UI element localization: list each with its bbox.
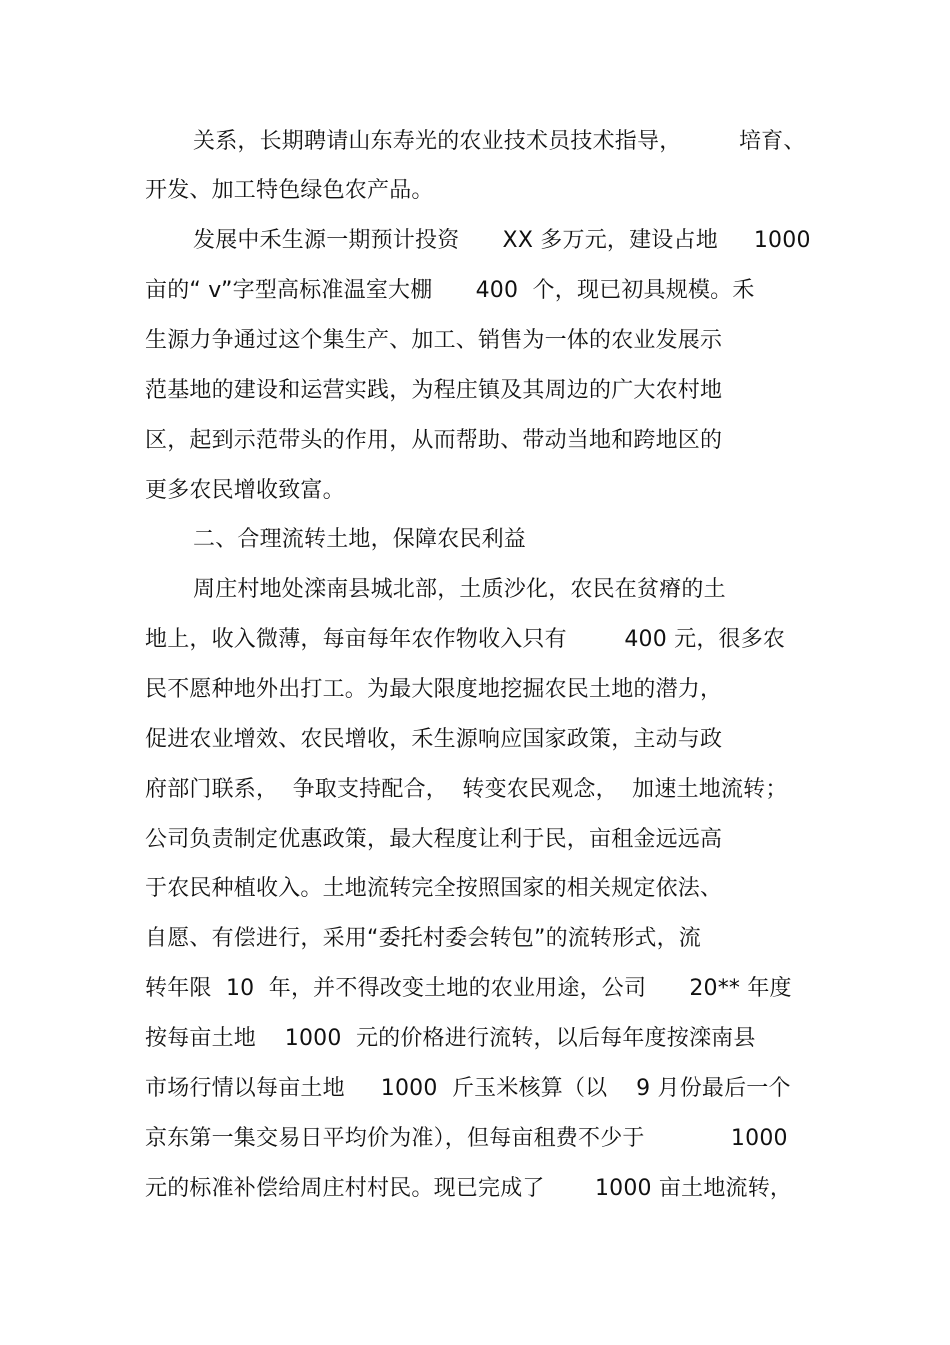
paragraph-line: 公司负责制定优惠政策，最大程度让利于民，亩租金远远高 [145, 827, 723, 852]
paragraph-line: 促进农业增效、农民增收，禾生源响应国家政策，主动与政 [145, 727, 723, 752]
paragraph-line: 开发、加工特色绿色农产品。 [145, 178, 434, 203]
paragraph-line: 关系，长期聘请山东寿光的农业技术员技术指导， 培育、 [193, 129, 806, 154]
paragraph-line: 府部门联系， 争取支持配合， 转变农民观念， 加速土地流转； [145, 777, 788, 802]
paragraph-line: 区，起到示范带头的作用，从而帮助、带动当地和跨地区的 [145, 428, 723, 453]
paragraph-line: 元的标准补偿给周庄村村民。现已完成了 1000 亩土地流转， [145, 1176, 793, 1201]
section-heading: 二、合理流转土地，保障农民利益 [193, 527, 527, 552]
paragraph-line: 京东第一集交易日平均价为准），但每亩租费不少于 1000 [145, 1126, 788, 1151]
paragraph-line: 亩的“ v”字型高标准温室大棚 400 个，现已初具规模。禾 [145, 278, 755, 303]
paragraph-line: 转年限 10 年，并不得改变土地的农业用途，公司 20** 年度 [145, 976, 792, 1001]
paragraph-line: 自愿、有偿进行，采用“委托村委会转包”的流转形式，流 [145, 926, 701, 951]
paragraph-line: 地上，收入微薄，每亩每年农作物收入只有 400 元，很多农 [145, 627, 786, 652]
paragraph-line: 按每亩土地 1000 元的价格进行流转，以后每年度按滦南县 [145, 1026, 756, 1051]
paragraph-line: 范基地的建设和运营实践，为程庄镇及其周边的广大农村地 [145, 378, 723, 403]
paragraph-line: 周庄村地处滦南县城北部，土质沙化，农民在贫瘠的土 [193, 577, 726, 602]
paragraph-line: 于农民种植收入。土地流转完全按照国家的相关规定依法、 [145, 876, 723, 901]
paragraph-line: 民不愿种地外出打工。为最大限度地挖掘农民土地的潜力， [145, 677, 723, 702]
paragraph-line: 市场行情以每亩土地 1000 斤玉米核算（以 9 月份最后一个 [145, 1076, 791, 1101]
paragraph-line: 生源力争通过这个集生产、加工、销售为一体的农业发展示 [145, 328, 723, 353]
paragraph-line: 发展中禾生源一期预计投资 XX 多万元，建设占地 1000 [193, 228, 811, 253]
paragraph-line: 更多农民增收致富。 [145, 478, 345, 503]
